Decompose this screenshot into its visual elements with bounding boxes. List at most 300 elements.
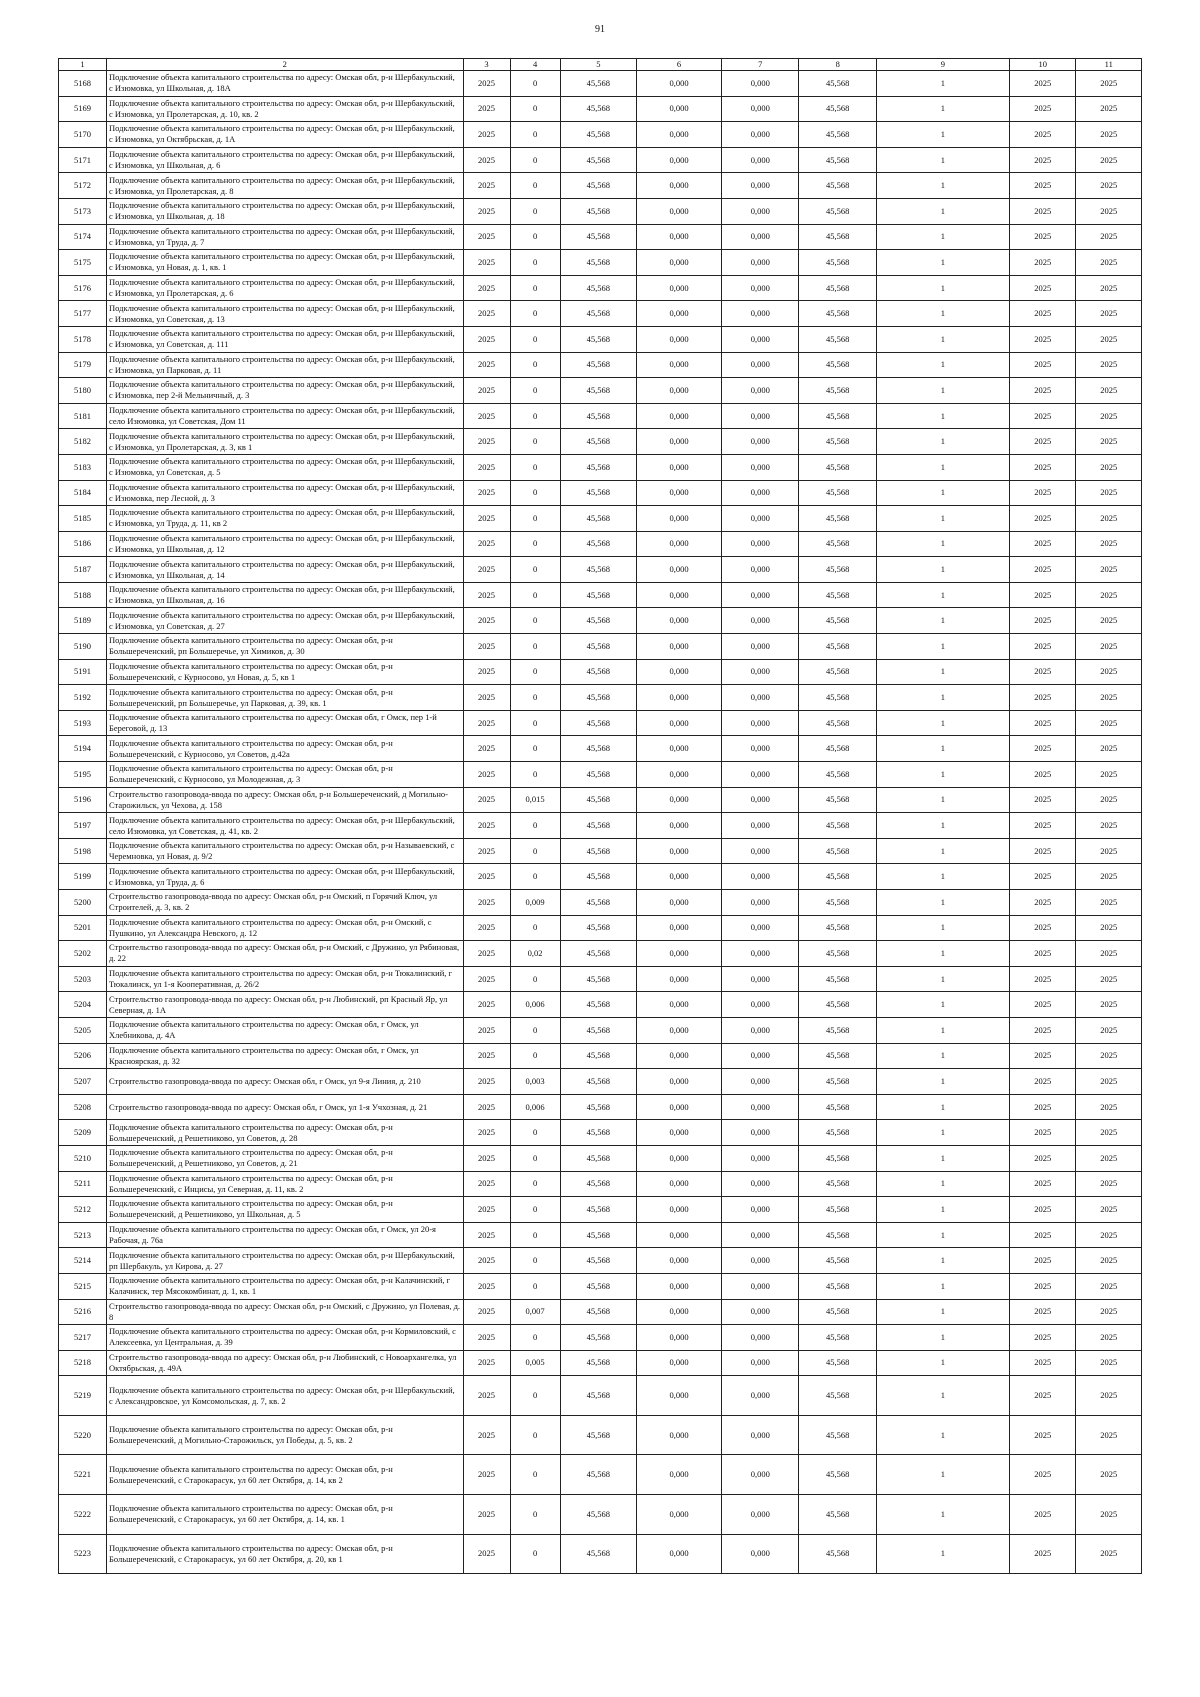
value-cell: 0,000 (722, 198, 799, 224)
start-year-cell: 2025 (1009, 1350, 1076, 1376)
table-row (59, 1415, 1142, 1455)
table-row (59, 454, 1142, 480)
value-cell: 0,000 (722, 1145, 799, 1171)
description-cell: Подключение объекта капитального строительства по адресу: Омская обл, р-н Омский, с Пушкино, ул Александра Невского, д. 12 (106, 915, 463, 941)
cost-cell: 45,568 (560, 480, 636, 506)
value-cell: 0,000 (637, 173, 722, 199)
end-year-cell: 2025 (1076, 1171, 1142, 1197)
total-cell: 45,568 (799, 1120, 876, 1146)
row-number-cell: 5214 (59, 1248, 107, 1274)
description-cell: Подключение объекта капитального строительства по адресу: Омская обл, р-н Шербакульский, с Изюмовка, ул Пролетарская, д. 3, кв 1 (106, 429, 463, 455)
cost-cell: 45,568 (560, 838, 636, 864)
cost-cell: 45,568 (560, 454, 636, 480)
year-cell: 2025 (463, 429, 510, 455)
table-row (59, 736, 1142, 762)
total-cell: 45,568 (799, 557, 876, 583)
start-year-cell: 2025 (1009, 122, 1076, 148)
description-cell: Подключение объекта капитального строительства по адресу: Омская обл, р-н Большереченский, рп Большеречье, ул Парковая, д. 39, кв. 1 (106, 685, 463, 711)
cost-cell: 45,568 (560, 685, 636, 711)
year-cell: 2025 (463, 992, 510, 1018)
row-number-cell: 5202 (59, 941, 107, 967)
description-cell: Подключение объекта капитального строительства по адресу: Омская обл, р-н Шербакульский, с Изюмовка, пер 2-й Мельничный, д. 3 (106, 378, 463, 404)
count-cell: 1 (876, 1299, 1009, 1325)
value-cell: 0,000 (637, 378, 722, 404)
cost-cell: 45,568 (560, 1350, 636, 1376)
year-cell: 2025 (463, 966, 510, 992)
count-cell: 1 (876, 1325, 1009, 1351)
end-year-cell: 2025 (1076, 1350, 1142, 1376)
row-number-cell: 5176 (59, 275, 107, 301)
value-cell: 0,000 (722, 685, 799, 711)
year-cell: 2025 (463, 224, 510, 250)
table-row (59, 1350, 1142, 1376)
row-number-cell: 5208 (59, 1094, 107, 1120)
count-cell: 1 (876, 122, 1009, 148)
start-year-cell: 2025 (1009, 915, 1076, 941)
description-cell: Подключение объекта капитального строительства по адресу: Омская обл, р-н Шербакульский, с Изюмовка, ул Парковая, д. 11 (106, 352, 463, 378)
value-cell: 0,000 (637, 122, 722, 148)
year-cell: 2025 (463, 1455, 510, 1495)
length-cell: 0 (510, 1455, 560, 1495)
description-cell: Подключение объекта капитального строительства по адресу: Омская обл, р-н Шербакульский, село Изюмовка, ул Советская, д. 41, кв. 2 (106, 813, 463, 839)
value-cell: 0,000 (722, 1415, 799, 1455)
column-header: 5 (560, 59, 636, 71)
count-cell: 1 (876, 275, 1009, 301)
length-cell: 0 (510, 352, 560, 378)
total-cell: 45,568 (799, 966, 876, 992)
start-year-cell: 2025 (1009, 429, 1076, 455)
start-year-cell: 2025 (1009, 1534, 1076, 1574)
row-number-cell: 5193 (59, 710, 107, 736)
description-cell: Подключение объекта капитального строительства по адресу: Омская обл, г Омск, пер 1-й Береговой, д. 13 (106, 710, 463, 736)
description-cell: Подключение объекта капитального строительства по адресу: Омская обл, р-н Шербакульский, с Изюмовка, ул Советская, д. 13 (106, 301, 463, 327)
year-cell: 2025 (463, 634, 510, 660)
cost-cell: 45,568 (560, 787, 636, 813)
count-cell: 1 (876, 506, 1009, 532)
count-cell: 1 (876, 736, 1009, 762)
start-year-cell: 2025 (1009, 403, 1076, 429)
table-row (59, 1495, 1142, 1535)
start-year-cell: 2025 (1009, 890, 1076, 916)
table-row (59, 941, 1142, 967)
row-number-cell: 5195 (59, 762, 107, 788)
cost-cell: 45,568 (560, 582, 636, 608)
row-number-cell: 5222 (59, 1495, 107, 1535)
length-cell: 0 (510, 147, 560, 173)
end-year-cell: 2025 (1076, 198, 1142, 224)
start-year-cell: 2025 (1009, 710, 1076, 736)
end-year-cell: 2025 (1076, 1197, 1142, 1223)
count-cell: 1 (876, 96, 1009, 122)
value-cell: 0,000 (722, 1043, 799, 1069)
table-row (59, 557, 1142, 583)
description-cell: Подключение объекта капитального строительства по адресу: Омская обл, р-н Шербакульский, с Изюмовка, ул Школьная, д. 18 (106, 198, 463, 224)
row-number-cell: 5175 (59, 250, 107, 276)
count-cell: 1 (876, 1094, 1009, 1120)
count-cell: 1 (876, 198, 1009, 224)
row-number-cell: 5197 (59, 813, 107, 839)
end-year-cell: 2025 (1076, 352, 1142, 378)
value-cell: 0,000 (637, 96, 722, 122)
end-year-cell: 2025 (1076, 864, 1142, 890)
table-row (59, 352, 1142, 378)
description-cell: Подключение объекта капитального строительства по адресу: Омская обл, р-н Шербакульский, с Изюмовка, ул Труда, д. 6 (106, 864, 463, 890)
value-cell: 0,000 (637, 1299, 722, 1325)
length-cell: 0 (510, 531, 560, 557)
value-cell: 0,000 (637, 1248, 722, 1274)
count-cell: 1 (876, 1534, 1009, 1574)
total-cell: 45,568 (799, 1415, 876, 1455)
row-number-cell: 5189 (59, 608, 107, 634)
value-cell: 0,000 (637, 992, 722, 1018)
start-year-cell: 2025 (1009, 1248, 1076, 1274)
count-cell: 1 (876, 813, 1009, 839)
year-cell: 2025 (463, 787, 510, 813)
start-year-cell: 2025 (1009, 608, 1076, 634)
description-cell: Подключение объекта капитального строительства по адресу: Омская обл, р-н Большереченский, д Решетниково, ул Школьная, д. 5 (106, 1197, 463, 1223)
column-header: 4 (510, 59, 560, 71)
cost-cell: 45,568 (560, 736, 636, 762)
value-cell: 0,000 (722, 173, 799, 199)
value-cell: 0,000 (722, 1299, 799, 1325)
value-cell: 0,000 (722, 1248, 799, 1274)
table-row (59, 813, 1142, 839)
year-cell: 2025 (463, 1273, 510, 1299)
description-cell: Подключение объекта капитального строительства по адресу: Омская обл, р-н Большереченский, с Старокарасук, ул 60 лет Октября, д. 14, кв 2 (106, 1455, 463, 1495)
row-number-cell: 5183 (59, 454, 107, 480)
end-year-cell: 2025 (1076, 403, 1142, 429)
length-cell: 0 (510, 710, 560, 736)
count-cell: 1 (876, 1120, 1009, 1146)
year-cell: 2025 (463, 250, 510, 276)
start-year-cell: 2025 (1009, 838, 1076, 864)
length-cell: 0,015 (510, 787, 560, 813)
value-cell: 0,000 (722, 813, 799, 839)
year-cell: 2025 (463, 454, 510, 480)
value-cell: 0,000 (637, 787, 722, 813)
column-header: 10 (1009, 59, 1076, 71)
total-cell: 45,568 (799, 685, 876, 711)
start-year-cell: 2025 (1009, 378, 1076, 404)
table-row (59, 966, 1142, 992)
start-year-cell: 2025 (1009, 1069, 1076, 1095)
table-row (59, 1171, 1142, 1197)
value-cell: 0,000 (637, 1273, 722, 1299)
count-cell: 1 (876, 787, 1009, 813)
description-cell: Подключение объекта капитального строительства по адресу: Омская обл, р-н Шербакульский, рп Шербакуль, ул Кирова, д. 27 (106, 1248, 463, 1274)
description-cell: Подключение объекта капитального строительства по адресу: Омская обл, р-н Тюкалинский, г Тюкалинск, ул 1-я Кооперативная, д. 26/2 (106, 966, 463, 992)
row-number-cell: 5185 (59, 506, 107, 532)
end-year-cell: 2025 (1076, 1299, 1142, 1325)
table-row (59, 173, 1142, 199)
value-cell: 0,000 (637, 1017, 722, 1043)
count-cell: 1 (876, 634, 1009, 660)
count-cell: 1 (876, 915, 1009, 941)
cost-cell: 45,568 (560, 378, 636, 404)
end-year-cell: 2025 (1076, 96, 1142, 122)
end-year-cell: 2025 (1076, 1495, 1142, 1535)
row-number-cell: 5206 (59, 1043, 107, 1069)
year-cell: 2025 (463, 1299, 510, 1325)
length-cell: 0 (510, 736, 560, 762)
value-cell: 0,000 (722, 787, 799, 813)
end-year-cell: 2025 (1076, 890, 1142, 916)
value-cell: 0,000 (637, 813, 722, 839)
value-cell: 0,000 (722, 506, 799, 532)
cost-cell: 45,568 (560, 557, 636, 583)
description-cell: Строительство газопровода-ввода по адресу: Омская обл, р-н Омский, с Дружино, ул Рябиновая, д. 22 (106, 941, 463, 967)
description-cell: Подключение объекта капитального строительства по адресу: Омская обл, р-н Шербакульский, с Изюмовка, ул Пролетарская, д. 8 (106, 173, 463, 199)
column-header: 7 (722, 59, 799, 71)
description-cell: Подключение объекта капитального строительства по адресу: Омская обл, р-н Шербакульский, с Изюмовка, ул Пролетарская, д. 6 (106, 275, 463, 301)
start-year-cell: 2025 (1009, 1415, 1076, 1455)
count-cell: 1 (876, 480, 1009, 506)
value-cell: 0,000 (637, 1069, 722, 1095)
length-cell: 0 (510, 1222, 560, 1248)
value-cell: 0,000 (722, 1094, 799, 1120)
end-year-cell: 2025 (1076, 1455, 1142, 1495)
value-cell: 0,000 (637, 864, 722, 890)
year-cell: 2025 (463, 1043, 510, 1069)
end-year-cell: 2025 (1076, 992, 1142, 1018)
table-row (59, 1325, 1142, 1351)
description-cell: Подключение объекта капитального строительства по адресу: Омская обл, р-н Шербакульский, с Изюмовка, ул Школьная, д. 12 (106, 531, 463, 557)
row-number-cell: 5220 (59, 1415, 107, 1455)
end-year-cell: 2025 (1076, 1120, 1142, 1146)
row-number-cell: 5219 (59, 1376, 107, 1416)
table-row (59, 787, 1142, 813)
value-cell: 0,000 (637, 915, 722, 941)
table-row (59, 506, 1142, 532)
length-cell: 0,003 (510, 1069, 560, 1095)
row-number-cell: 5168 (59, 71, 107, 97)
row-number-cell: 5173 (59, 198, 107, 224)
start-year-cell: 2025 (1009, 326, 1076, 352)
start-year-cell: 2025 (1009, 685, 1076, 711)
total-cell: 45,568 (799, 992, 876, 1018)
description-cell: Подключение объекта капитального строительства по адресу: Омская обл, р-н Большереченский, д Решетниково, ул Советов, д. 21 (106, 1145, 463, 1171)
value-cell: 0,000 (637, 480, 722, 506)
row-number-cell: 5221 (59, 1455, 107, 1495)
total-cell: 45,568 (799, 890, 876, 916)
table-row (59, 326, 1142, 352)
count-cell: 1 (876, 864, 1009, 890)
description-cell: Подключение объекта капитального строительства по адресу: Омская обл, р-н Шербакульский, с Изюмовка, ул Школьная, д. 16 (106, 582, 463, 608)
description-cell: Подключение объекта капитального строительства по адресу: Омская обл, р-н Большереченский, д Решетниково, ул Советов, д. 28 (106, 1120, 463, 1146)
cost-cell: 45,568 (560, 659, 636, 685)
start-year-cell: 2025 (1009, 966, 1076, 992)
total-cell: 45,568 (799, 838, 876, 864)
description-cell: Строительство газопровода-ввода по адресу: Омская обл, р-н Омский, п Горячий Ключ, ул Строителей, д. 3, кв. 2 (106, 890, 463, 916)
start-year-cell: 2025 (1009, 1043, 1076, 1069)
description-cell: Подключение объекта капитального строительства по адресу: Омская обл, р-н Шербакульский, с Изюмовка, ул Новая, д. 1, кв. 1 (106, 250, 463, 276)
value-cell: 0,000 (722, 941, 799, 967)
value-cell: 0,000 (637, 1171, 722, 1197)
table-row (59, 1248, 1142, 1274)
value-cell: 0,000 (637, 1415, 722, 1455)
value-cell: 0,000 (722, 659, 799, 685)
table-row (59, 992, 1142, 1018)
cost-cell: 45,568 (560, 915, 636, 941)
row-number-cell: 5178 (59, 326, 107, 352)
end-year-cell: 2025 (1076, 480, 1142, 506)
description-cell: Подключение объекта капитального строительства по адресу: Омская обл, р-н Большереченский, д Могильно-Старожильск, ул Победы, д. 5, кв. 2 (106, 1415, 463, 1455)
count-cell: 1 (876, 378, 1009, 404)
value-cell: 0,000 (722, 96, 799, 122)
start-year-cell: 2025 (1009, 1299, 1076, 1325)
row-number-cell: 5187 (59, 557, 107, 583)
table-row (59, 1455, 1142, 1495)
start-year-cell: 2025 (1009, 301, 1076, 327)
count-cell: 1 (876, 1145, 1009, 1171)
value-cell: 0,000 (722, 992, 799, 1018)
start-year-cell: 2025 (1009, 96, 1076, 122)
row-number-cell: 5172 (59, 173, 107, 199)
value-cell: 0,000 (722, 915, 799, 941)
description-cell: Строительство газопровода-ввода по адресу: Омская обл, р-н Любинский, рп Красный Яр, ул Северная, д. 1А (106, 992, 463, 1018)
start-year-cell: 2025 (1009, 480, 1076, 506)
value-cell: 0,000 (637, 1094, 722, 1120)
length-cell: 0,005 (510, 1350, 560, 1376)
value-cell: 0,000 (637, 1534, 722, 1574)
count-cell: 1 (876, 659, 1009, 685)
end-year-cell: 2025 (1076, 1094, 1142, 1120)
end-year-cell: 2025 (1076, 531, 1142, 557)
end-year-cell: 2025 (1076, 710, 1142, 736)
table-row (59, 1017, 1142, 1043)
total-cell: 45,568 (799, 198, 876, 224)
row-number-cell: 5213 (59, 1222, 107, 1248)
end-year-cell: 2025 (1076, 1415, 1142, 1455)
cost-cell: 45,568 (560, 275, 636, 301)
count-cell: 1 (876, 224, 1009, 250)
table-row (59, 224, 1142, 250)
description-cell: Подключение объекта капитального строительства по адресу: Омская обл, р-н Шербакульский, с Александровское, ул Комсомольская, д. 7, кв. 2 (106, 1376, 463, 1416)
year-cell: 2025 (463, 147, 510, 173)
length-cell: 0 (510, 403, 560, 429)
count-cell: 1 (876, 1455, 1009, 1495)
row-number-cell: 5209 (59, 1120, 107, 1146)
total-cell: 45,568 (799, 582, 876, 608)
count-cell: 1 (876, 941, 1009, 967)
year-cell: 2025 (463, 1069, 510, 1095)
year-cell: 2025 (463, 531, 510, 557)
value-cell: 0,000 (637, 429, 722, 455)
count-cell: 1 (876, 301, 1009, 327)
row-number-cell: 5204 (59, 992, 107, 1018)
year-cell: 2025 (463, 710, 510, 736)
length-cell: 0 (510, 582, 560, 608)
end-year-cell: 2025 (1076, 813, 1142, 839)
end-year-cell: 2025 (1076, 224, 1142, 250)
count-cell: 1 (876, 1495, 1009, 1535)
value-cell: 0,000 (722, 71, 799, 97)
length-cell: 0 (510, 864, 560, 890)
total-cell: 45,568 (799, 634, 876, 660)
length-cell: 0 (510, 250, 560, 276)
value-cell: 0,000 (637, 710, 722, 736)
count-cell: 1 (876, 685, 1009, 711)
count-cell: 1 (876, 352, 1009, 378)
row-number-cell: 5180 (59, 378, 107, 404)
row-number-cell: 5196 (59, 787, 107, 813)
value-cell: 0,000 (722, 736, 799, 762)
value-cell: 0,000 (637, 301, 722, 327)
cost-cell: 45,568 (560, 531, 636, 557)
description-cell: Подключение объекта капитального строительства по адресу: Омская обл, р-н Большереченский, с Старокарасук, ул 60 лет Октября, д. 20, кв 1 (106, 1534, 463, 1574)
total-cell: 45,568 (799, 1197, 876, 1223)
start-year-cell: 2025 (1009, 736, 1076, 762)
value-cell: 0,000 (722, 531, 799, 557)
cost-cell: 45,568 (560, 1069, 636, 1095)
cost-cell: 45,568 (560, 250, 636, 276)
end-year-cell: 2025 (1076, 429, 1142, 455)
value-cell: 0,000 (722, 838, 799, 864)
year-cell: 2025 (463, 659, 510, 685)
column-header: 2 (106, 59, 463, 71)
count-cell: 1 (876, 608, 1009, 634)
table-row (59, 608, 1142, 634)
table-row (59, 1376, 1142, 1416)
year-cell: 2025 (463, 762, 510, 788)
value-cell: 0,000 (722, 224, 799, 250)
total-cell: 45,568 (799, 173, 876, 199)
length-cell: 0 (510, 1145, 560, 1171)
total-cell: 45,568 (799, 122, 876, 148)
start-year-cell: 2025 (1009, 1222, 1076, 1248)
description-cell: Подключение объекта капитального строительства по адресу: Омская обл, р-н Шербакульский, с Изюмовка, ул Октябрьская, д. 1А (106, 122, 463, 148)
length-cell: 0 (510, 1043, 560, 1069)
year-cell: 2025 (463, 1145, 510, 1171)
value-cell: 0,000 (637, 275, 722, 301)
count-cell: 1 (876, 557, 1009, 583)
row-number-cell: 5200 (59, 890, 107, 916)
value-cell: 0,000 (637, 1222, 722, 1248)
value-cell: 0,000 (722, 429, 799, 455)
length-cell: 0 (510, 198, 560, 224)
column-header: 11 (1076, 59, 1142, 71)
cost-cell: 45,568 (560, 1415, 636, 1455)
end-year-cell: 2025 (1076, 1222, 1142, 1248)
description-cell: Подключение объекта капитального строительства по адресу: Омская обл, р-н Шербакульский, с Изюмовка, ул Советская, д. 5 (106, 454, 463, 480)
year-cell: 2025 (463, 378, 510, 404)
value-cell: 0,000 (722, 250, 799, 276)
length-cell: 0 (510, 275, 560, 301)
total-cell: 45,568 (799, 1248, 876, 1274)
value-cell: 0,000 (637, 1376, 722, 1416)
start-year-cell: 2025 (1009, 531, 1076, 557)
length-cell: 0 (510, 762, 560, 788)
length-cell: 0,007 (510, 1299, 560, 1325)
cost-cell: 45,568 (560, 1043, 636, 1069)
cost-cell: 45,568 (560, 147, 636, 173)
value-cell: 0,000 (722, 634, 799, 660)
length-cell: 0 (510, 326, 560, 352)
end-year-cell: 2025 (1076, 762, 1142, 788)
start-year-cell: 2025 (1009, 1376, 1076, 1416)
count-cell: 1 (876, 762, 1009, 788)
description-cell: Подключение объекта капитального строительства по адресу: Омская обл, р-н Большереченский, рп Большеречье, ул Химиков, д. 30 (106, 634, 463, 660)
end-year-cell: 2025 (1076, 454, 1142, 480)
length-cell: 0 (510, 454, 560, 480)
start-year-cell: 2025 (1009, 1145, 1076, 1171)
length-cell: 0 (510, 1120, 560, 1146)
row-number-cell: 5218 (59, 1350, 107, 1376)
value-cell: 0,000 (637, 557, 722, 583)
table-row (59, 403, 1142, 429)
year-cell: 2025 (463, 608, 510, 634)
end-year-cell: 2025 (1076, 838, 1142, 864)
